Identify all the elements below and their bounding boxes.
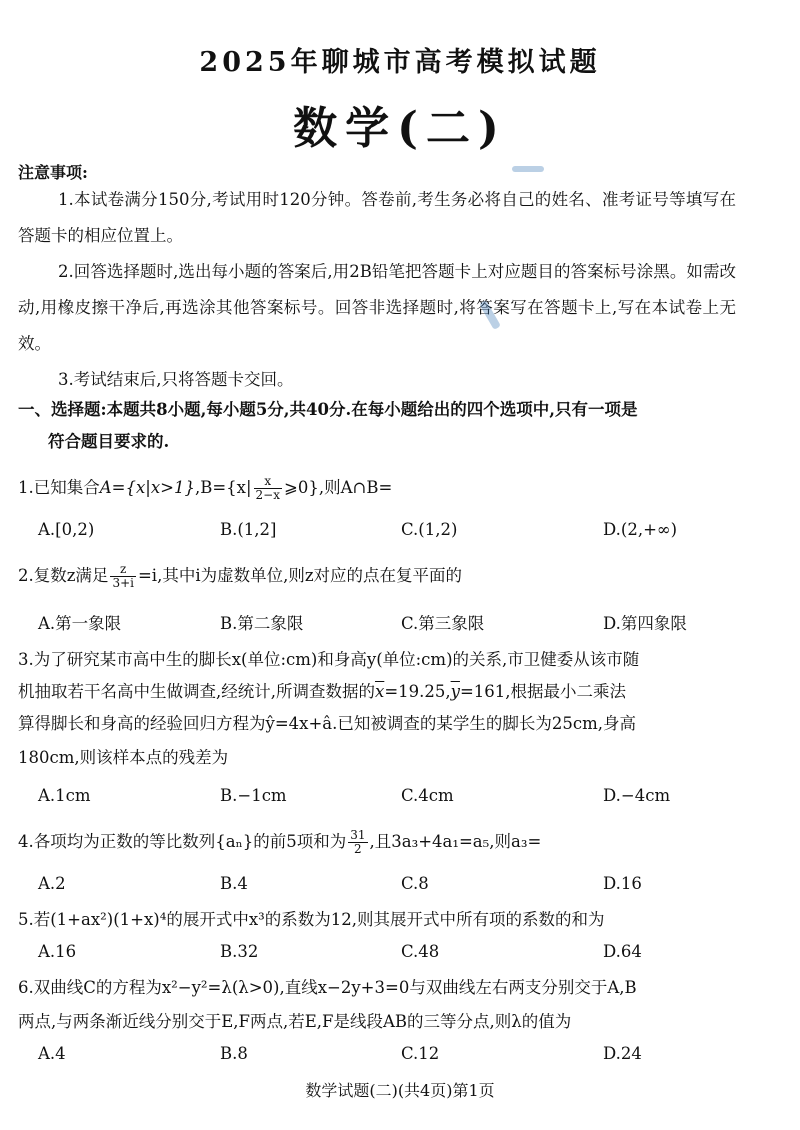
question-2-options	[38, 610, 738, 634]
question-6-line-2: 两点,与两条渐近线分别交于E,F两点,若E,F是线段AB的三等分点,则λ的值为	[18, 1012, 572, 1031]
option-d: D.第四象限	[603, 614, 687, 633]
section-1-heading-cont: 符合题目要求的.	[48, 432, 170, 451]
question-4: 4.各项均为正数的等比数列{aₙ}的前5项和为 $\frac{31}{2}$ ,且3a₃+4a₁=a₅,则a₃=	[18, 828, 542, 856]
exam-title: 2025年聊城市高考模拟试题	[199, 47, 601, 78]
option-b: B.4	[220, 874, 248, 893]
option-a: A.2	[38, 874, 66, 893]
option-a: A.[0,2)	[38, 520, 95, 539]
fraction: $\frac{31}{2}$	[350, 828, 366, 856]
exam-subject-title: 数学(二)	[293, 103, 507, 154]
question-5-options	[38, 942, 738, 966]
option-c: C.8	[401, 874, 429, 893]
option-b: B.(1,2]	[220, 520, 277, 539]
option-d: D.(2,+∞)	[603, 520, 678, 539]
option-b: B.第二象限	[220, 614, 304, 633]
notice-heading: 注意事项:	[18, 163, 88, 182]
question-3-line-2: 机抽取若干名高中生做调查,经统计,所调查数据的$\overline{x}=19.25,\overline{y}=161$,根据最小二乘法	[18, 682, 627, 701]
fraction: $\frac{z}{3+i}$	[112, 562, 134, 590]
option-b: B.−1cm	[220, 786, 287, 805]
fraction: $\frac{x}{2-x}$	[255, 474, 281, 502]
notice-item-2: 2.回答选择题时,选出每小题的答案后,用2B铅笔把答题卡上对应题目的答案标号涂黑。如需改动,用橡皮擦干净后,再选涂其他答案标号。回答非选择题时,将答案写在答题卡上,写在本试卷上无效。	[18, 262, 736, 353]
page-footer: 数学试题(二)(共4页)第1页	[305, 1081, 495, 1100]
option-a: A.1cm	[38, 786, 91, 805]
scan-smudge	[512, 166, 544, 172]
question-6-options	[38, 1044, 738, 1068]
question-3-line-3: 算得脚长和身高的经验回归方程为ŷ=4x+â.已知被调查的某学生的脚长为25cm,身高	[18, 714, 636, 733]
question-2: 2.复数z满足 $\frac{z}{3+i}$ =i,其中i为虚数单位,则z对应的点在复平面的	[18, 562, 463, 590]
question-5: 5.若(1+ax²)(1+x)⁴的展开式中x³的系数为12,则其展开式中所有项的系数的和为	[18, 910, 605, 929]
option-a: A.4	[38, 1044, 66, 1063]
question-3-line-4: 180cm,则该样本点的残差为	[18, 748, 229, 767]
question-4-options	[38, 874, 738, 898]
option-b: B.8	[220, 1044, 248, 1063]
question-1: 1.已知集合A={x|x>1},B={x| $\frac{x}{2-x}$ ⩾0},则A∩B=	[18, 474, 393, 502]
option-c: C.(1,2)	[401, 520, 458, 539]
question-3-line-1: 3.为了研究某市高中生的脚长x(单位:cm)和身高y(单位:cm)的关系,市卫健委从该市随	[18, 650, 640, 669]
option-a: A.16	[38, 942, 77, 961]
question-3-options	[38, 786, 738, 810]
option-c: C.48	[401, 942, 440, 961]
option-a: A.第一象限	[38, 614, 122, 633]
section-1-heading: 一、选择题:本题共8小题,每小题5分,共40分.在每小题给出的四个选项中,只有一项是	[18, 400, 638, 419]
option-d: D.16	[603, 874, 642, 893]
notice-item-3: 3.考试结束后,只将答题卡交回。	[58, 370, 294, 389]
notice-item-1: 1.本试卷满分150分,考试用时120分钟。答卷前,考生务必将自己的姓名、准考证号等填写在答题卡的相应位置上。	[18, 190, 736, 245]
option-d: D.64	[603, 942, 642, 961]
option-b: B.32	[220, 942, 259, 961]
option-c: C.第三象限	[401, 614, 485, 633]
option-c: C.4cm	[401, 786, 454, 805]
option-d: D.−4cm	[603, 786, 671, 805]
option-d: D.24	[603, 1044, 642, 1063]
question-6-line-1: 6.双曲线C的方程为x²−y²=λ(λ>0),直线x−2y+3=0与双曲线左右两支分别交于A,B	[18, 978, 637, 997]
question-1-options	[38, 520, 738, 544]
option-c: C.12	[401, 1044, 440, 1063]
